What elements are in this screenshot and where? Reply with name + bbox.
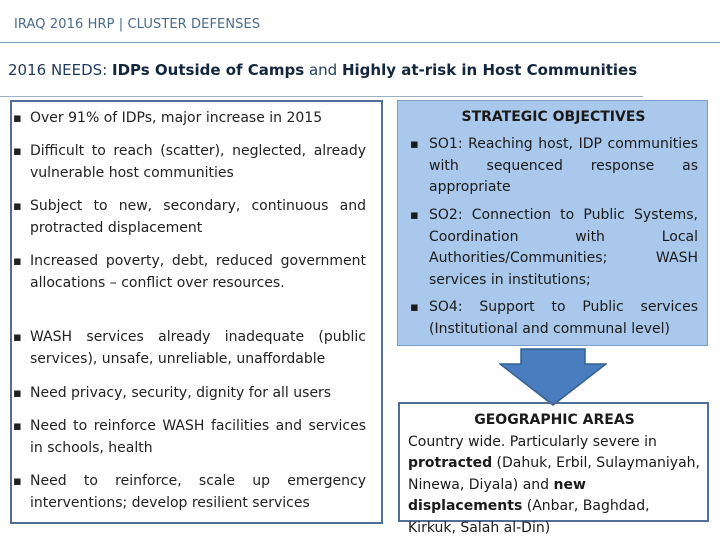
geo-new-label: new displacements [408,476,586,514]
need-item: ▪ Need to reinforce, scale up emergency interventions; develop resilient services [30,471,366,514]
subtitle-divider [0,96,643,97]
header-title: IRAQ 2016 HRP | CLUSTER DEFENSES [14,17,261,32]
subtitle-bold-idps: IDPs Outside of Camps [112,61,305,79]
geo-protracted-list: (Dahuk, Erbil, Sulaymaniyah, Ninewa, Diyala) and [408,455,700,493]
need-item: ▪ Need privacy, security, dignity for all users [30,383,366,405]
geo-intro: Country wide. Particularly severe in [408,433,657,450]
objective-item: ▪ SO4: Support to Public services (Institutional and communal level) [429,297,698,340]
geographic-description [408,432,701,540]
geo-protracted-label: protracted [408,455,493,471]
objective-item: ▪ SO1: Reaching host, IDP communities with sequenced response as appropriate [429,134,698,199]
need-item: ▪ Difficult to reach (scatter), neglected, already vulnerable host communities [30,141,366,184]
need-item: ▪ Subject to new, secondary, continuous and protracted displacement [30,196,366,239]
geographic-title: GEOGRAPHIC AREAS [474,412,635,428]
need-item: ▪ Need to reinforce WASH facilities and services in schools, health [30,416,366,459]
need-item: ▪ Increased poverty, debt, reduced government allocations – conflict over resources. [30,251,366,294]
subtitle-prefix: 2016 NEEDS: [8,61,113,79]
header-divider [0,42,720,43]
need-item: ▪ WASH services already inadequate (public services), unsafe, unreliable, unaffordable [30,327,366,370]
geographic-areas-panel [398,402,709,536]
objectives-title: STRATEGIC OBJECTIVES [461,109,646,125]
subtitle-bold-host: Highly at-risk in Host Communities [341,61,638,79]
need-item: ▪ Over 91% of IDPs, major increase in 2015 [30,108,366,130]
down-arrow-icon [499,348,607,406]
subtitle-connector: and [304,61,342,79]
strategic-objectives-panel [397,100,708,346]
objective-item: ▪ SO2: Connection to Public Systems, Coordination with Local Authorities/Communities; WASH services in institutions; [429,205,698,291]
geo-new-list: (Anbar, Baghdad, Kirkuk, Salah al-Din) [408,498,650,536]
page-subtitle [8,61,637,79]
